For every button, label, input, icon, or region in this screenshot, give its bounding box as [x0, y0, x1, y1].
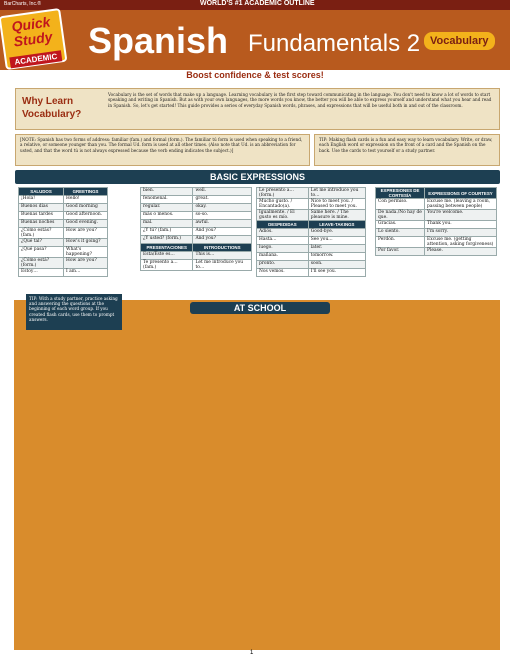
tagline-top: WORLD'S #1 ACADEMIC OUTLINE: [200, 0, 315, 7]
vocabulary-badge: Vocabulary: [424, 32, 495, 50]
table-row: regular. okay.: [141, 204, 252, 212]
column-header: LEAVE-TAKINGS: [308, 221, 365, 229]
tip-study-partner: TIP: With a study partner, practice asking and answering the questions at the beginning of each word group. If you created flash cards, use them to prompt answers.: [26, 294, 122, 330]
column-header: INTRODUCTIONS: [193, 244, 252, 252]
table-row: mañana. tomorrow.: [257, 253, 366, 261]
table-row: Hasta… See you…: [257, 237, 366, 245]
table-row: fenomenal. great.: [141, 196, 252, 204]
table-row: Gracias. Thank you.: [376, 221, 497, 229]
table-row: De nada./No hay de que. You're welcome.: [376, 210, 497, 221]
table-row: Buenas noches Good evening.: [19, 220, 108, 228]
table-row: Buenas tardes Good afternoon.: [19, 212, 108, 220]
column-header: DESPEDIDAS: [257, 221, 309, 229]
table-row: ¿Cómo está? (form.) How are you?: [19, 258, 108, 269]
top-strip: [0, 0, 510, 10]
basic-expressions-heading: BASIC EXPRESSIONS: [15, 170, 500, 184]
quickstudy-logo: Quick Study ACADEMIC: [0, 8, 67, 70]
table-row: Esta/Éste es… This is…: [141, 252, 252, 260]
school-panel: [14, 300, 500, 650]
page-number: 1: [250, 650, 254, 656]
table-row: Igualmente. / El gusto es mío. Same here. / The pleasure is mine.: [257, 210, 366, 221]
table-row: Adiós. Good-bye.: [257, 229, 366, 237]
table-responses: [140, 187, 252, 271]
table-row: bien. well.: [141, 188, 252, 196]
note-address: [NOTE: Spanish has two forms of address: familiar (fam.) and formal (form.). The familiar tú form is used when speaking to a friend, a relative, or someone younger than you. The formal Ud. form is used at all other times. (Also note that Ud. is an abbreviation for usted, and that the word tú is not always expressed because the verb ending indicates the subject.)]: [15, 134, 310, 166]
table-row: Perdón. Excuse me. (getting attention, asking forgiveness): [376, 237, 497, 248]
table-row: mal. awful.: [141, 220, 252, 228]
table-row: Le presento a… (form.) Let me introduce you to…: [257, 188, 366, 199]
table-row: Mucho gusto. / Encantado(a). Nice to meet you. / Pleased to meet you.: [257, 199, 366, 210]
table-courtesy: [375, 187, 497, 256]
title-spanish: Spanish: [88, 20, 229, 61]
table-row: ¿Y tú? (fam.) And you?: [141, 228, 252, 236]
subtitle: Boost confidence & test scores!: [186, 70, 324, 80]
table-row: ¡Hola! Hello!: [19, 196, 108, 204]
table-row: ¿Qué pasa? What's happening?: [19, 247, 108, 258]
table-row: Estoy… I am…: [19, 269, 108, 277]
table-row: Nos vemos. I'll see you.: [257, 269, 366, 277]
column-header: PRESENTACIONES: [141, 244, 193, 252]
table-row: ¿Y usted? (form.) And you?: [141, 236, 252, 244]
brand: BarCharts, Inc.®: [4, 1, 42, 7]
table-row: Por favor. Please.: [376, 248, 497, 256]
column-header: GREETINGS: [64, 188, 108, 196]
table-row: luego. later.: [257, 245, 366, 253]
why-text: Vocabulary is the set of words that make up a language. Learning vocabulary is the first step toward communicating in the language. You don't need to know a lot of words to start speaking and writing in Spanish. But as with your own languages, the more words you know, the better you will be able to express yourself and understand what you hear and read in Spanish. So, let's get started! This guide provides a series of everyday Spanish words, phrases, and expressions that will be useful both in and out of the classroom.: [108, 92, 492, 108]
table-row: Buenos días Good morning: [19, 204, 108, 212]
title-fundamentals: Fundamentals 2: [248, 30, 421, 57]
table-row: Con permiso. Excuse me. (leaving a room, passing between people): [376, 199, 497, 210]
table-row: Lo siento. I'm sorry.: [376, 229, 497, 237]
table-row: Te presento a… (fam.) Let me introduce you to…: [141, 260, 252, 271]
column-header: SALUDOS: [19, 188, 64, 196]
why-box: [15, 88, 500, 130]
table-row: ¿Cómo estás? (fam.) How are you?: [19, 228, 108, 239]
tip-flashcards: TIP: Making flash cards is a fun and easy way to learn vocabulary. Write, or draw, each English word or expression on the front of a card and the Spanish on the back. Use the cards to test yourself or a study partner.: [314, 134, 500, 166]
column-header: EXPRESIONES DE CORTESÍA: [376, 188, 425, 199]
table-row: pronto. soon.: [257, 261, 366, 269]
table-greetings: [18, 187, 108, 277]
at-school-heading: AT SCHOOL: [190, 302, 330, 314]
table-introductions: [256, 187, 366, 277]
why-label: Why Learn Vocabulary?: [22, 96, 82, 120]
column-header: EXPRESSIONS OF COURTESY: [425, 188, 497, 199]
table-row: ¿Qué tal? How's it going?: [19, 239, 108, 247]
table-row: más o menos. so-so.: [141, 212, 252, 220]
